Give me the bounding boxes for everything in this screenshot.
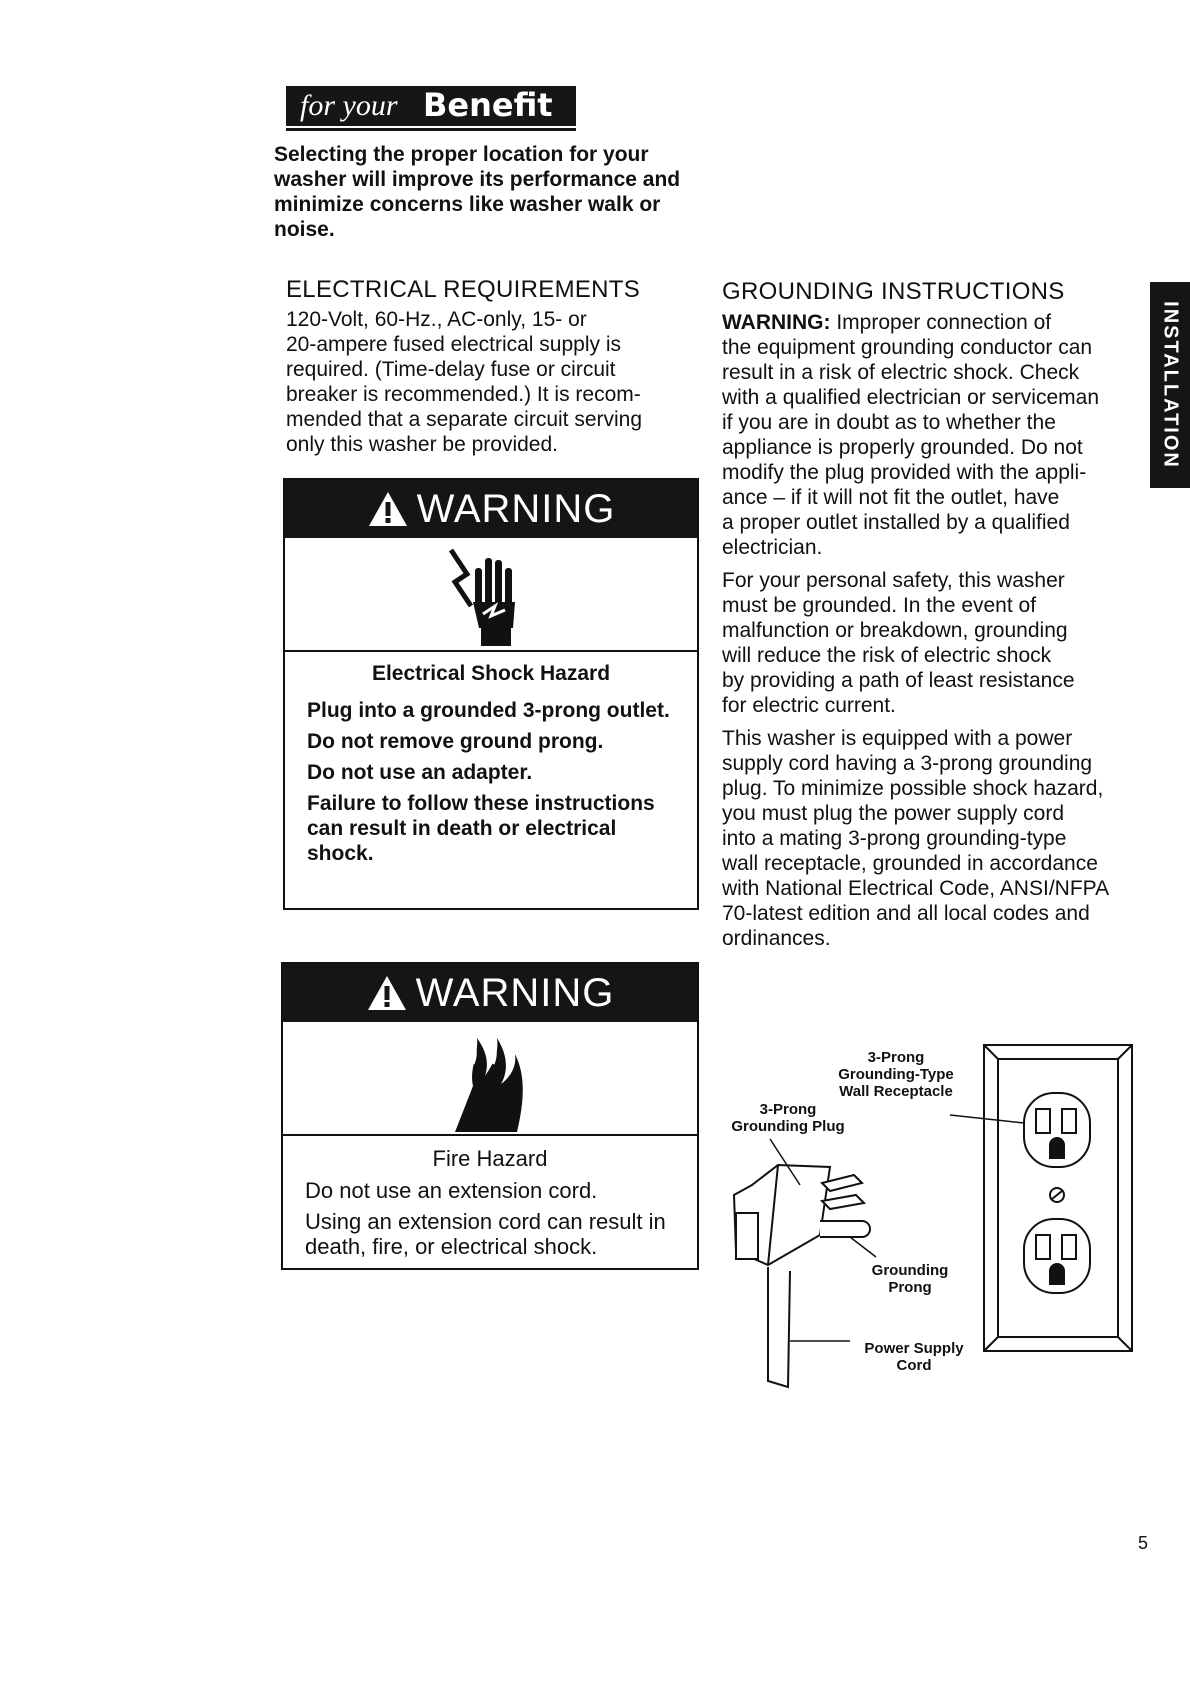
grounding-line: 70-latest edition and all local codes and	[722, 902, 1090, 925]
grounding-text	[722, 310, 1142, 951]
grounding-warning-prefix: WARNING:	[722, 311, 831, 334]
prong-leader-line	[850, 1237, 876, 1257]
grounding-line	[722, 310, 1142, 335]
prong-label-line: Grounding	[871, 1262, 949, 1279]
fire-warning-label: WARNING	[415, 970, 615, 1015]
plug-label-line: Grounding Plug	[731, 1118, 845, 1135]
shock-line: Plug into a grounded 3-prong outlet.	[307, 699, 670, 722]
receptacle-label	[816, 1049, 976, 1100]
benefit-underline	[286, 128, 576, 131]
prong-label-line: Prong	[888, 1279, 932, 1296]
receptacle-label-line: Grounding-Type	[838, 1066, 954, 1083]
shock-warning-label: WARNING	[416, 486, 616, 531]
intro-text: Selecting the proper location for your washer will improve its performance and minimize concerns like washer walk or noise.	[274, 143, 681, 241]
shock-line: Do not use an adapter.	[307, 761, 533, 784]
grounding-line: wall receptacle, grounded in accordance	[722, 852, 1098, 875]
cord-label-line: Power Supply	[864, 1340, 964, 1357]
shock-warning-bar	[285, 480, 697, 538]
grounding-line: ance – if it will not fit the outlet, have	[722, 486, 1060, 509]
grounding-line: electrician.	[722, 536, 823, 559]
wall-receptacle-icon	[984, 1045, 1132, 1351]
electrical-line: 20-ampere fused electrical supply is	[286, 333, 621, 356]
grounding-line: into a mating 3-prong grounding-type	[722, 827, 1067, 850]
electrical-line: mended that a separate circuit serving	[286, 408, 643, 431]
grounding-line: ordinances.	[722, 927, 831, 950]
grounding-line: modify the plug provided with the appli-	[722, 461, 1087, 484]
grounding-heading: GROUNDING INSTRUCTIONS	[722, 278, 1065, 305]
grounding-line: with National Electrical Code, ANSI/NFPA	[722, 877, 1110, 900]
electrical-line: only this washer be provided.	[286, 433, 558, 456]
fire-line: Do not use an extension cord.	[305, 1178, 598, 1203]
shock-warning-box	[283, 478, 699, 910]
warning-triangle-icon	[366, 974, 408, 1012]
shock-line: Failure to follow these instructions can result in death or electrical shock.	[307, 792, 655, 865]
grounding-line: the equipment grounding conductor can	[722, 336, 1093, 359]
grounding-line: For your personal safety, this washer	[722, 569, 1065, 592]
fire-pictogram	[283, 1022, 697, 1136]
grounding-line: supply cord having a 3-prong grounding	[722, 752, 1093, 775]
grounding-first-line: Improper connection of	[830, 311, 1052, 334]
shock-line: Do not remove ground prong.	[307, 730, 604, 753]
electrical-line: 120-Volt, 60-Hz., AC-only, 15- or	[286, 308, 587, 331]
grounding-line: result in a risk of electric shock. Check	[722, 361, 1080, 384]
page-number: 5	[1138, 1533, 1149, 1553]
shock-hazard-title: Electrical Shock Hazard	[371, 662, 611, 685]
receptacle-label-line: Wall Receptacle	[839, 1083, 953, 1100]
grounding-line: malfunction or breakdown, grounding	[722, 619, 1068, 642]
prong-label	[860, 1262, 960, 1296]
shock-pictogram	[285, 538, 697, 652]
plug-label-line: 3-Prong	[759, 1101, 817, 1118]
cord-label	[852, 1340, 976, 1374]
grounding-line: by providing a path of least resistance	[722, 669, 1075, 692]
fire-icon	[443, 1024, 533, 1134]
grounding-plug-icon	[734, 1165, 870, 1387]
fire-line: Using an extension cord can result in death, fire, or electrical shock.	[305, 1209, 666, 1259]
side-tab-label: INSTALLATION	[1159, 301, 1182, 469]
grounding-line: must be grounded. In the event of	[722, 594, 1037, 617]
fire-warning-box	[281, 962, 699, 1270]
fire-hazard-title: Fire Hazard	[432, 1146, 548, 1171]
grounding-line: if you are in doubt as to whether the	[722, 411, 1056, 434]
receptacle-label-line: 3-Prong	[867, 1049, 925, 1066]
electrical-heading: ELECTRICAL REQUIREMENTS	[286, 276, 641, 303]
electrical-line: required. (Time-delay fuse or circuit	[286, 358, 616, 381]
grounding-line: you must plug the power supply cord	[722, 802, 1065, 825]
grounding-line: with a qualified electrician or serviceman	[722, 386, 1100, 409]
grounding-line: a proper outlet installed by a qualified	[722, 511, 1070, 534]
benefit-banner	[286, 86, 576, 126]
grounding-line: plug. To minimize possible shock hazard,	[722, 777, 1104, 800]
plug-label	[718, 1101, 858, 1135]
benefit-title: Benefit	[423, 86, 553, 124]
cord-label-line: Cord	[896, 1357, 932, 1374]
warning-triangle-icon	[367, 490, 409, 528]
installation-side-tab	[1150, 282, 1190, 488]
grounding-line: This washer is equipped with a power	[722, 727, 1073, 750]
electrical-line: breaker is recommended.) It is recom-	[286, 383, 641, 406]
grounding-line: appliance is properly grounded. Do not	[722, 436, 1083, 459]
benefit-prefix: for your	[300, 89, 398, 122]
fire-warning-bar	[283, 964, 697, 1022]
grounding-line: will reduce the risk of electric shock	[722, 644, 1052, 667]
electrical-text	[286, 307, 706, 457]
electric-shock-hand-icon	[445, 540, 535, 650]
grounding-line: for electric current.	[722, 694, 896, 717]
